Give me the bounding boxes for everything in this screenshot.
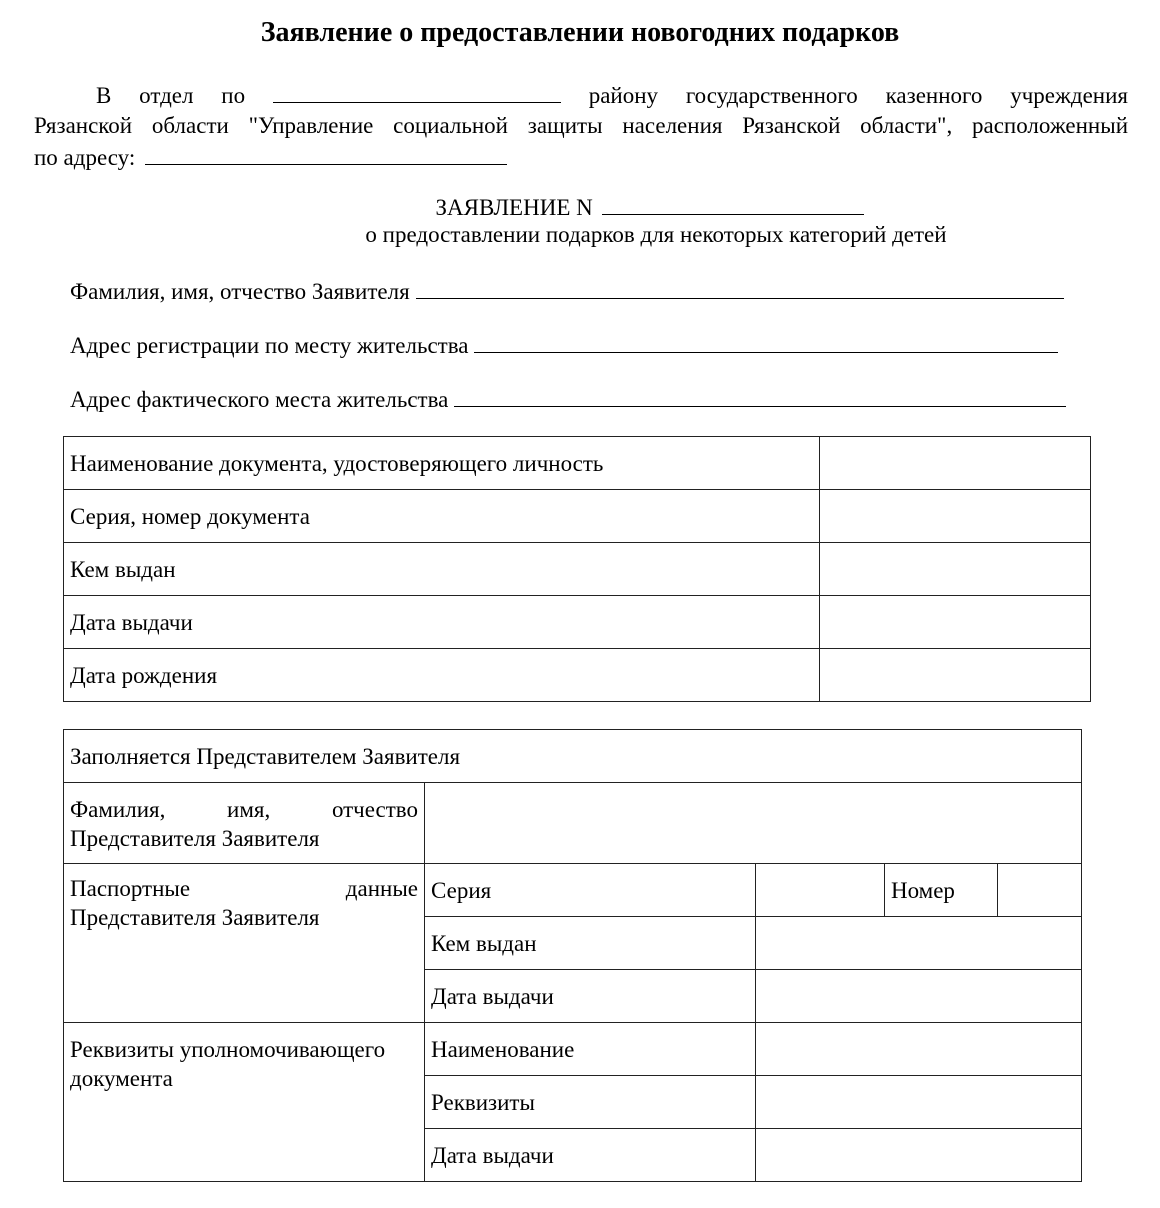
rep-name-word: отчество: [331, 797, 418, 822]
address-label: по адресу:: [34, 145, 136, 171]
applicant-name-label: Фамилия, имя, отчество Заявителя: [70, 279, 410, 305]
applicant-name-blank[interactable]: [416, 274, 1064, 299]
passport-line-2: Представителя Заявителя: [70, 905, 320, 930]
issue-date-label: Дата выдачи: [425, 970, 756, 1023]
actual-address-row: [70, 382, 1066, 415]
identity-value-cell[interactable]: [820, 490, 1091, 543]
document-title: Заявление о предоставлении новогодних подарков: [260, 17, 900, 48]
registration-address-label: Адрес регистрации по месту жительства: [70, 333, 469, 359]
department-blank[interactable]: [273, 78, 561, 103]
intro-word: району: [588, 83, 659, 109]
applicant-name-row: [70, 274, 1064, 307]
intro-word: В: [96, 83, 112, 109]
identity-value-cell[interactable]: [820, 437, 1091, 490]
intro-line-2: Рязанской области "Управление социальной защиты населения Рязанской области", расположенный: [34, 112, 1128, 138]
table-row: [64, 543, 1091, 596]
table-row: [64, 730, 1082, 783]
statement-subtitle: о предоставлении подарков для некоторых категорий детей: [365, 222, 947, 247]
intro-word: учреждения: [1010, 83, 1128, 109]
identity-value-cell[interactable]: [820, 543, 1091, 596]
doc-details-value-cell[interactable]: [756, 1076, 1082, 1129]
doc-name-label: Наименование: [425, 1023, 756, 1076]
address-blank[interactable]: [145, 140, 507, 165]
rep-name-line-2: Представителя Заявителя: [70, 826, 320, 851]
passport-label: [64, 864, 425, 1023]
table-row: [64, 596, 1091, 649]
rep-name-label: [64, 783, 425, 864]
identity-value-cell[interactable]: [820, 596, 1091, 649]
table-row: [64, 649, 1091, 702]
rep-name-word: имя,: [227, 797, 271, 822]
issued-by-value-cell[interactable]: [756, 917, 1082, 970]
series-value-cell[interactable]: [756, 864, 885, 917]
number-value-cell[interactable]: [998, 864, 1082, 917]
intro-paragraph: [34, 78, 1128, 173]
passport-word: данные: [345, 876, 418, 901]
number-label: Номер: [885, 864, 998, 917]
rep-name-line-1: [70, 795, 418, 824]
table-row: [64, 437, 1091, 490]
doc-date-value-cell[interactable]: [756, 1129, 1082, 1182]
statement-number-blank[interactable]: [602, 190, 864, 215]
doc-date-label: Дата выдачи: [425, 1129, 756, 1182]
representative-table: [63, 729, 1082, 1182]
table-row: [64, 783, 1082, 864]
rep-name-word: Фамилия,: [70, 797, 166, 822]
table-row: [64, 490, 1091, 543]
identity-value-cell[interactable]: [820, 649, 1091, 702]
actual-address-blank[interactable]: [454, 382, 1066, 407]
intro-word: отдел: [139, 83, 194, 109]
authority-doc-label: [64, 1023, 425, 1182]
actual-address-label: Адрес фактического места жительства: [70, 387, 449, 413]
rep-name-value-cell[interactable]: [425, 783, 1082, 864]
identity-table: [63, 436, 1091, 702]
statement-number-label: ЗАЯВЛЕНИЕ N: [435, 195, 593, 221]
identity-label: Кем выдан: [64, 543, 820, 596]
intro-line-1: [34, 78, 1128, 111]
intro-word: казенного: [885, 83, 983, 109]
authority-doc-line-1: Реквизиты уполномочивающего: [70, 1037, 386, 1062]
passport-line-1: [70, 874, 418, 903]
table-row: [64, 1023, 1082, 1076]
intro-line-3: [34, 140, 1128, 173]
doc-details-label: Реквизиты: [425, 1076, 756, 1129]
authority-doc-line-2: документа: [70, 1066, 173, 1091]
registration-address-blank[interactable]: [474, 328, 1058, 353]
issue-date-value-cell[interactable]: [756, 970, 1082, 1023]
issued-by-label: Кем выдан: [425, 917, 756, 970]
doc-name-value-cell[interactable]: [756, 1023, 1082, 1076]
identity-label: Дата рождения: [64, 649, 820, 702]
identity-label: Наименование документа, удостоверяющего личность: [64, 437, 820, 490]
intro-word: по: [221, 83, 246, 109]
table-row: [64, 864, 1082, 917]
series-label: Серия: [425, 864, 756, 917]
statement-number: [0, 190, 1160, 223]
passport-word: Паспортные: [70, 876, 191, 901]
identity-label: Дата выдачи: [64, 596, 820, 649]
registration-address-row: [70, 328, 1058, 361]
identity-label: Серия, номер документа: [64, 490, 820, 543]
intro-word: государственного: [685, 83, 858, 109]
representative-header: Заполняется Представителем Заявителя: [64, 730, 1082, 783]
